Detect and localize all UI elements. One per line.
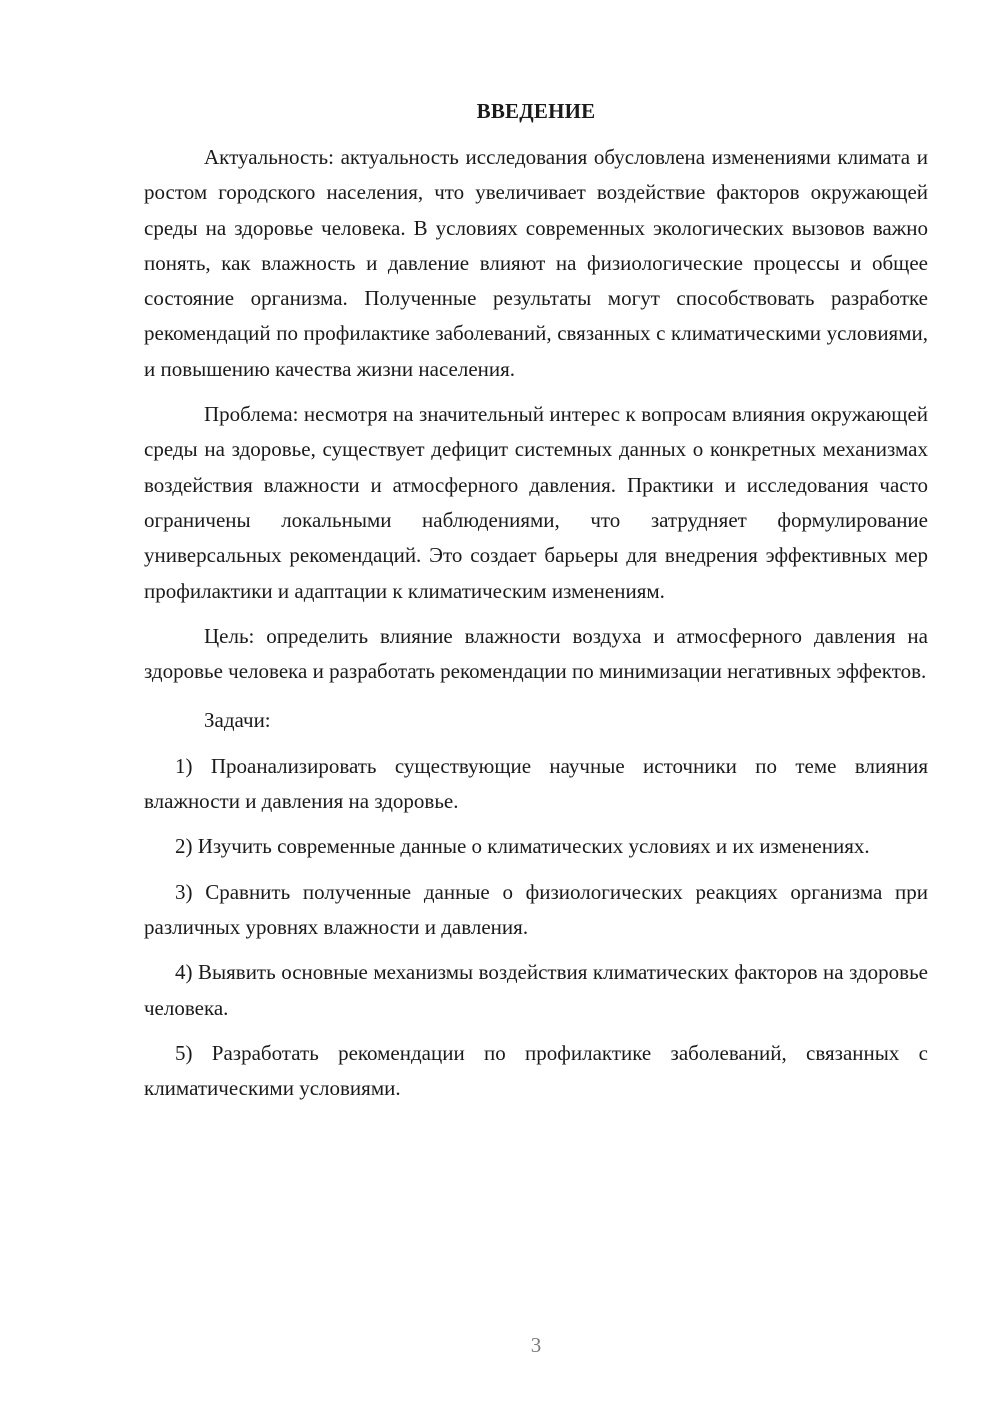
task-item-1: 1) Проанализировать существующие научные источники по теме влияния влажности и давления на здоровье. [144, 753, 928, 814]
paragraph-goal: Цель: определить влияние влажности воздуха и атмосферного давления на здоровье человека и разработать рекомендации по минимизации негативных эффектов. [144, 623, 928, 684]
task-item-5: 5) Разработать рекомендации по профилактике заболеваний, связанных с климатическими условиями. [144, 1040, 928, 1101]
task-item-2: 2) Изучить современные данные о климатических условиях и их изменениях. [175, 834, 870, 859]
section-title: ВВЕДЕНИЕ [476, 99, 596, 123]
paragraph-problem: Проблема: несмотря на значительный интерес к вопросам влияния окружающей среды на здоровье, существует дефицит системных данных о конкретных механизмах воздействия влажности и атмосферного давления. Практики и исследования часто ограничены локальными наблюдениями, что затрудняет формулирование универсальных рекомендаций. Это создает барьеры для внедрения эффективных мер профилактики и адаптации к климатическим изменениям. [144, 402, 928, 603]
tasks-label: Задачи: [204, 708, 271, 733]
page-number: 3 [530, 1333, 542, 1357]
paragraph-relevance: Актуальность: актуальность исследования обусловлена изменениями климата и ростом городского населения, что увеличивает воздействие факторов окружающей среды на здоровье человека. В условиях современных экологических вызовов важно понять, как влажность и давление влияют на физиологические процессы и общее состояние организма. Полученные результаты могут способствовать разработке рекомендаций по профилактике заболеваний, связанных с климатическими условиями, и повышению качества жизни населения. [144, 145, 928, 381]
task-item-4: 4) Выявить основные механизмы воздействия климатических факторов на здоровье человека. [144, 960, 928, 1020]
task-item-3: 3) Сравнить полученные данные о физиологических реакциях организма при различных уровнях влажности и давления. [144, 879, 928, 939]
page-content [144, 96, 928, 1116]
